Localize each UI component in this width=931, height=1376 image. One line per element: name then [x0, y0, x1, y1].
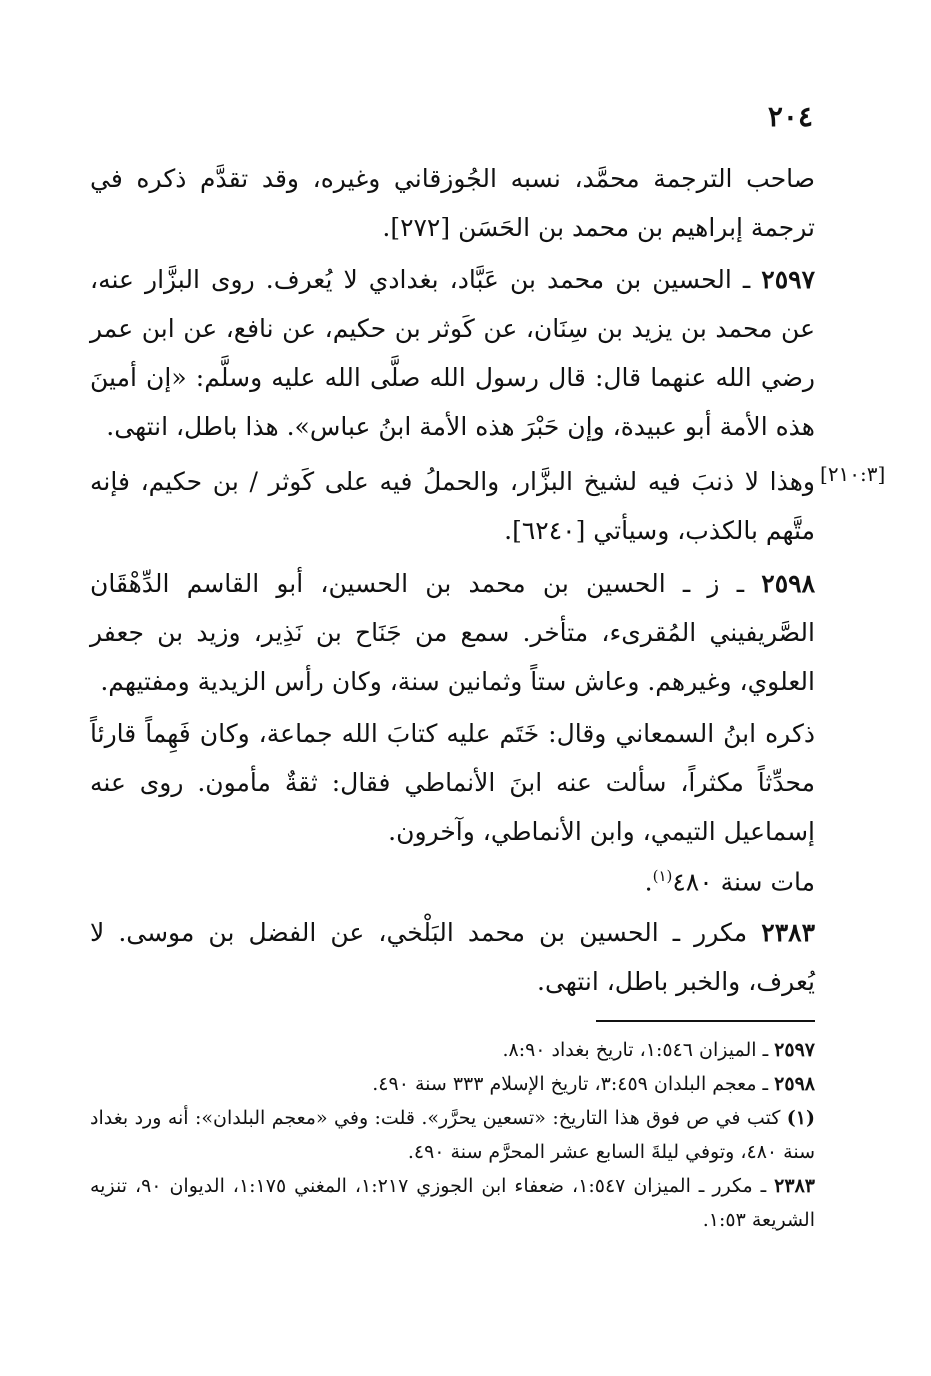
- entry-2383-text: [90, 908, 815, 1006]
- intro-paragraph: [90, 154, 815, 252]
- entry-2597-text: [90, 255, 815, 451]
- margin-reference: [٢١٠:٣]: [820, 462, 886, 486]
- entry-2598-note: [90, 709, 815, 856]
- entry-number: ٢٥٩٨: [761, 569, 815, 598]
- entry-body: مكرر ـ الحسين بن محمد البَلْخي، عن الفضل بن موسى. لا يُعرف، والخبر باطل، انتهى.: [90, 918, 815, 996]
- footnote-2383: [90, 1169, 815, 1237]
- death-line: [90, 852, 815, 906]
- death-text: مات سنة ٤٨٠: [672, 867, 815, 897]
- entry-2597: [90, 255, 815, 451]
- footnote-marker: (١): [652, 867, 673, 885]
- entry-2598-death: [90, 852, 815, 906]
- entry-2383: [90, 908, 815, 1006]
- footnote-number: ٢٥٩٧: [774, 1039, 815, 1061]
- footnote-divider: [596, 1020, 815, 1022]
- entry-body: ـ الحسين بن محمد بن عَبَّاد، بغدادي لا يُعرف. روى البزَّار عنه، عن محمد بن يزيد بن سِنَان، عن كَوثر بن حكيم، عن نافع، عن ابن عمر رضي الله عنهما قال: قال رسول الله صلَّى الله عليه وسلَّم: «إن أمينَ هذه الأمة أبو عبيدة، وإن حَبْرَ هذه الأمة ابنُ عباس». هذا باطل، انتهى.: [90, 265, 815, 441]
- entry-2598: [90, 559, 815, 706]
- death-end: .: [644, 867, 653, 897]
- footnote-2598: [90, 1067, 815, 1101]
- entry-2598-text: [90, 559, 815, 706]
- footnote-text: كتب في ص فوق هذا التاريخ: «تسعين يحرَّر». قلت: وفي «معجم البلدان»: أنه ورد بغداد سنة ٤٨٠، وتوفي ليلةَ السابع عشر المحرَّم سنة ٤٩٠.: [90, 1107, 815, 1163]
- entry-body: ـ ز ـ الحسين بن محمد بن الحسين، أبو القاسم الدِّهْقَان الصَّريفيني المُقرىء، متأخر. سمع من جَنَاح بن نَذِير، وزيد بن جعفر العلوي، وغيرهم. وعاش ستاً وثمانين سنة، وكان رأس الزيدية ومفتيهم.: [90, 569, 815, 696]
- footnote-number: ٢٥٩٨: [774, 1073, 815, 1095]
- page-number: ٢٠٤: [767, 100, 813, 133]
- footnote-number: ٢٣٨٣: [774, 1175, 815, 1197]
- footnote-number: (١): [786, 1107, 815, 1129]
- entry-2597-note-text: وهذا لا ذنبَ فيه لشيخ البزَّار، والحملُ فيه على كَوثر / بن حكيم، فإنه متَّهم بالكذب، وسيأتي [٦٢٤٠].: [90, 467, 815, 545]
- footnote-text: ـ معجم البلدان ٣:٤٥٩، تاريخ الإسلام ٣٣٣ سنة ٤٩٠.: [372, 1073, 775, 1095]
- footnote-2597: [90, 1033, 815, 1067]
- footnote-text: ـ الميزان ١:٥٤٦، تاريخ بغداد ٨:٩٠.: [502, 1039, 775, 1061]
- entry-2597-note: [90, 457, 815, 555]
- footnotes: [90, 1033, 815, 1237]
- entry-2598-note-text: ذكره ابنُ السمعاني وقال: خَتَم عليه كتابَ الله جماعة، وكان فَهِماً قارئاً محدِّثاً مكثراً، سألت عنه ابنَ الأنماطي فقال: ثقةٌ مأمون. روى عنه إسماعيل التيمي، وابن الأنماطي، وآخرون.: [90, 719, 815, 846]
- intro-text: صاحب الترجمة محمَّد، نسبه الجُوزقاني وغيره، وقد تقدَّم ذكره في ترجمة إبراهيم بن محمد بن الحَسَن [٢٧٢].: [90, 164, 815, 242]
- entry-number: ٢٣٨٣: [761, 918, 815, 947]
- entry-number: ٢٥٩٧: [761, 265, 815, 294]
- footnote-text: ـ مكرر ـ الميزان ١:٥٤٧، ضعفاء ابن الجوزي ١:٢١٧، المغني ١:١٧٥، الديوان ٩٠، تنزيه الشريعة ١:٥٣.: [90, 1175, 815, 1231]
- footnote-1: [90, 1101, 815, 1169]
